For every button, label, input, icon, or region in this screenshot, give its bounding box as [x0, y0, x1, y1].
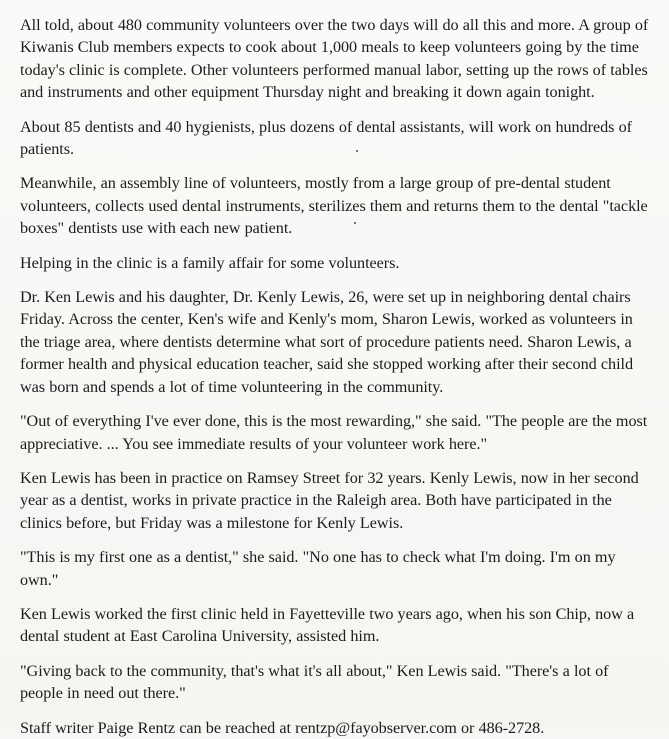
paragraph-volunteers-count: All told, about 480 community volunteers over the two days will do all this and more. A group of Kiwanis Club members expects to cook about 1,000 meals to keep volunteers going by the time today's clinic is complete. Other volunteers performed manual labor, setting up the rows of tables and instruments and other equipment Thursday night and breaking it down again tonight.: [20, 16, 649, 102]
paragraph-family-affair: Helping in the clinic is a family affair for some volunteers.: [20, 253, 400, 272]
paragraph-quote-rewarding: "Out of everything I've ever done, this is the most rewarding," she said. "The people are the most appreciative. ... You see immediate results of your volunteer work here.": [20, 412, 648, 453]
scan-speck: [356, 150, 358, 152]
article-body: [20, 14, 653, 739]
paragraph-quote-giving-back: "Giving back to the community, that's what it's all about," Ken Lewis said. "There's a lot of people in need out there.": [20, 661, 609, 703]
paragraph-staff-writer-contact: Staff writer Paige Rentz can be reached at rentzp@fayobserver.com or 486-2728.: [20, 718, 545, 737]
paragraph-ramsey-street: Ken Lewis has been in practice on Ramsey Street for 32 years. Kenly Lewis, now in her second year as a dentist, works in private practice in the Raleigh area. Both have participated in the clinics before, but Friday was a milestone for Kenly Lewis.: [20, 468, 639, 532]
paragraph-dentists-hygienists: About 85 dentists and 40 hygienists, plus dozens of dental assistants, will work on hundreds of patients.: [20, 117, 632, 159]
scan-speck: [354, 222, 356, 224]
paragraph-assembly-line: Meanwhile, an assembly line of volunteers, mostly from a large group of pre-dental student volunteers, collects used dental instruments, sterilizes them and returns them to the dental "tackle boxes" dentists use with each new patient.: [20, 174, 648, 238]
paragraph-lewis-family: Dr. Ken Lewis and his daughter, Dr. Kenly Lewis, 26, were set up in neighboring dental chairs Friday. Across the center, Ken's wife and Kenly's mom, Sharon Lewis, worked as volunteers in the triage area, where dentists determine what sort of procedure patients need. Sharon Lewis, a former health and physical education teacher, said she stopped working after their second child was born and spends a lot of time volunteering in the community.: [20, 288, 634, 396]
paragraph-quote-first-one: "This is my first one as a dentist," she said. "No one has to check what I'm doing. I'm on my own.": [20, 548, 616, 589]
paragraph-first-clinic: Ken Lewis worked the first clinic held in Fayetteville two years ago, when his son Chip, now a dental student at East Carolina University, assisted him.: [20, 604, 635, 646]
